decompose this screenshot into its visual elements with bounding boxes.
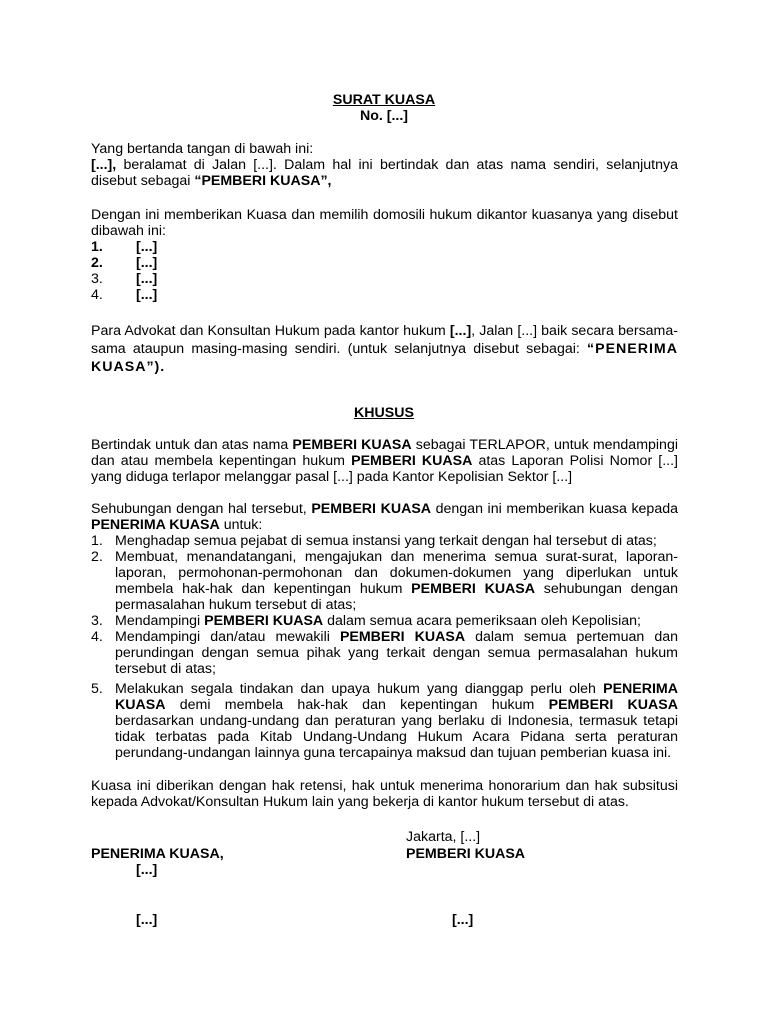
acting-text: Bertindak untuk dan atas nama [91,437,293,453]
power-text: Melakukan segala tindakan dan upaya hukum yang dianggap perlu oleh [115,681,604,697]
list-item-number: 2. [91,255,103,271]
advocates-text: , Jalan [...] baik secara bersama-sama ataupun masing-masing sendiri. (untuk selanjutnya disebut sebagai: [91,323,678,357]
power-text: Menghadap semua pejabat di semua instansi yang terkait dengan hal tersebut di atas; [115,533,657,549]
acting-text: atas Laporan Polisi Nomor [...] yang diduga terlapor melanggar pasal [...] pada Kantor Kepolisian Sektor [...] [91,453,678,485]
power-text: Membuat, menandatangani, mengajukan dan menerima semua surat-surat, laporan-laporan, permohonan-permohonan dan dokumen-dokumen yang diperlukan untuk membela hak-hak dan kepentingan hukum [115,549,678,597]
grantor-label: “PEMBERI KUASA”, [194,173,332,189]
document-title: SURAT KUASA [332,92,436,108]
grantor-ref: PEMBERI KUASA [339,629,466,645]
list-item-number: 1. [91,239,103,255]
special-heading: KHUSUS [354,405,414,421]
acting-paragraph [91,437,678,485]
grantor-signature-name: [...] [452,912,474,928]
regard-text: Sehubungan dengan hal tersebut, [91,501,312,517]
power-text: demi membela hak-hak dan kepentingan hukum [165,697,549,713]
power-number: 3. [91,613,103,629]
attorney-list [0,239,768,303]
list-item: [...] [136,239,158,255]
list-item: [...] [136,271,158,287]
list-item: [...] [136,255,158,271]
retention-paragraph: Kuasa ini diberikan dengan hak retensi, hak untuk menerima honorarium dan hak subsitusi kepada Advokat/Konsultan Hukum lain yang bekerja di kantor hukum tersebut di atas. [91,778,678,810]
grantor-ref: PEMBERI KUASA [204,613,324,629]
advocates-paragraph [91,322,678,376]
intro-line: Yang bertanda tangan di bawah ini: [91,141,314,157]
receiver-name: [...] [136,862,158,878]
power-item [115,533,678,549]
regard-text: untuk: [219,517,263,533]
receiver-ref: PENERIMA KUASA [115,681,678,713]
power-text: dalam semua pertemuan dan perundingan dengan semua pihak yang terkait dengan semua permasalahan hukum tersebut di atas; [115,629,678,677]
grantor-text: beralamat di Jalan [...]. Dalam hal ini bertindak dan atas nama sendiri, selanjutnya disebut sebagai [91,157,678,189]
place-date: Jakarta, [...] [406,829,481,845]
power-item [115,613,678,629]
advocates-placeholder: [...] [449,323,472,339]
acting-text: sebagai TERLAPOR, untuk mendampingi dan atau membela kepentingan hukum [91,437,678,469]
grantor-ref: PEMBERI KUASA [292,437,412,453]
power-number: 5. [91,681,103,697]
powers-list [0,533,768,773]
power-text: berdasarkan undang-undang dan peraturan yang berlaku di Indonesia, termasuk tetapi tidak terbatas pada Kitab Undang-Undang Hukum Acara Pidana serta peraturan perundang-undangan lainnya guna tercapainya maksud dan tujuan pemberian kuasa ini. [115,713,678,761]
grantor-ref: PEMBERI KUASA [548,697,679,713]
list-item: [...] [136,287,158,303]
list-item-number: 3. [91,271,103,287]
advocates-text: Para Advokat dan Konsultan Hukum pada kantor hukum [91,323,450,339]
receiver-label: “PENERIMA KUASA”). [91,341,678,375]
grantor-paragraph [91,157,678,189]
grantor-ref: PEMBERI KUASA [411,581,536,597]
grantor-signature-label: PEMBERI KUASA [406,846,526,862]
receiver-signature-name: [...] [136,912,158,928]
power-item [115,629,678,677]
regard-paragraph [91,501,678,533]
power-text: dalam semua acara pemeriksaan oleh Kepolisian; [323,613,641,629]
power-text: Mendampingi [115,613,205,629]
grantor-placeholder: [...], [91,157,117,173]
document-number: No. [...] [359,108,409,124]
power-number: 2. [91,549,103,565]
grantor-ref: PEMBERI KUASA [351,453,473,469]
receiver-ref: PENERIMA KUASA [91,517,220,533]
power-text: sehubungan dengan permasalahan hukum tersebut di atas; [115,581,678,613]
power-number: 4. [91,629,103,645]
list-item-number: 4. [91,287,103,303]
power-item [115,681,678,761]
power-text: Mendampingi dan/atau mewakili [115,629,340,645]
power-number: 1. [91,533,103,549]
grant-paragraph: Dengan ini memberikan Kuasa dan memilih domosili hukum dikantor kuasanya yang disebut dibawah ini: [91,207,678,239]
regard-text: dengan ini memberikan kuasa kepada [431,501,678,517]
grantor-ref: PEMBERI KUASA [311,501,432,517]
power-item [115,549,678,613]
receiver-signature-label: PENERIMA KUASA, [91,846,224,862]
